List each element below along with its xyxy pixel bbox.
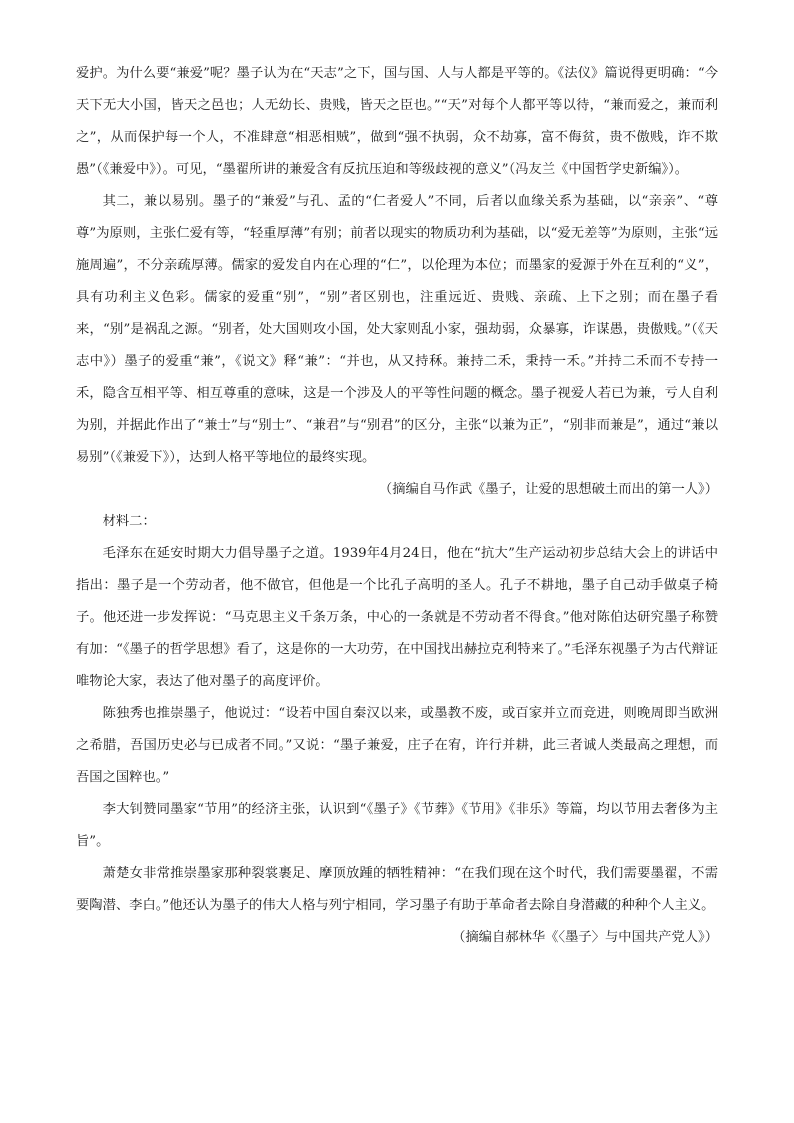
paragraph-jian-yi-yi-bie: 其二，兼以易别。墨子的“兼爱”与孔、孟的“仁者爱人”不同，后者以血缘关系为基础，以“亲亲”、“尊尊”为原则，主张仁爱有等，“轻重厚薄”有别；前者以现实的物质功利为基础，以“爱无差等”为原则，主张“远施周遍”，不分亲疏厚薄。儒家的爱发自内在心理的“仁”，以伦理为本位；而墨家的爱源于外在互利的“义”，具有功利主义色彩。儒家的爱重“别”，“别”者区别也，注重远近、贵贱、亲疏、上下之别；而在墨子看来，“别”是祸乱之源。“别者，处大国则攻小国，处大家则乱小家，强劫弱，众暴寡，诈谋愚，贵傲贱。”（《天志中》）墨子的爱重“兼”，《说文》释“兼”：“并也，从又持秝。兼持二禾，秉持一禾。”并持二禾而不专持一禾，隐含互相平等、相互尊重的意味，这是一个涉及人的平等性问题的概念。墨子视爱人若已为兼，亏人自利为别，并据此作出了“兼士”与“别士”、“兼君”与“别君”的区分，主张“以兼为正”，“别非而兼是”，通过“兼以易别”（《兼爱下》），达到人格平等地位的最终实现。 xyxy=(76,194,718,465)
paragraph-mao-zedong: 毛泽东在延安时期大力倡导墨子之道。1939年4月24日，他在“抗大”生产运动初步总结大会上的讲话中指出：墨子是一个劳动者，他不做官，但他是一个比孔子高明的圣人。孔子不耕地，墨子自己动手做桌子椅子。他还进一步发挥说：“马克思主义千条万条，中心的一条就是不劳动者不得食。”他对陈伯达研究墨子称赞有加：“《墨子的哲学思想》看了，这是你的一大功劳，在中国找出赫拉克利特来了。”毛泽东视墨子为古代辩证唯物论大家，表达了他对墨子的高度评价。 xyxy=(76,546,718,689)
paragraph-xiao-chunu: 萧楚女非常推崇墨家那种裂裳裹足、摩顶放踵的牺牲精神：“在我们现在这个时代，我们需要墨翟，不需要陶潜、李白。”他还认为墨子的伟大人格与列宁相同，学习墨子有助于革命者去除自身潜藏的种种个人主义。 xyxy=(76,866,718,913)
paragraph-li-dazhao: 李大钊赞同墨家“节用”的经济主张，认识到“《墨子》《节葬》《节用》《非乐》等篇，均以节用去奢侈为主旨”。 xyxy=(76,802,718,849)
paragraph-chen-duxiu: 陈独秀也推崇墨子，他说过：“设若中国自秦汉以来，或墨教不废，或百家并立而竞进，则晚周即当欧洲之希腊，吾国历史必与已成者不同。”又说：“墨子兼爱，庄子在宥，许行并耕，此三者诚人类最高之理想，而吾国之国粹也。” xyxy=(76,706,718,785)
material-two-heading: 材料二： xyxy=(102,514,156,529)
document-page xyxy=(76,58,718,954)
source-citation-material-one: （摘编自马作武《墨子，让爱的思想破土而出的第一人》） xyxy=(378,482,718,497)
source-citation-material-two: （摘编自郝林华《〈墨子〉与中国共产党人》） xyxy=(452,930,718,945)
paragraph-equality-heaven: 爱护。为什么要“兼爱”呢？墨子认为在“天志”之下，国与国、人与人都是平等的。《法仪》篇说得更明确：“今天下无大小国，皆天之邑也；人无幼长、贵贱，皆天之臣也。”“天”对每个人都平等以待，“兼而爱之，兼而利之”，从而保护每一个人，不准肆意“相恶相贼”，做到“强不执弱，众不劫寡，富不侮贫，贵不傲贱，诈不欺愚”（《兼爱中》）。可见，“墨翟所讲的兼爱含有反抗压迫和等级歧视的意义”（冯友兰《中国哲学史新编》）。 xyxy=(76,66,718,177)
